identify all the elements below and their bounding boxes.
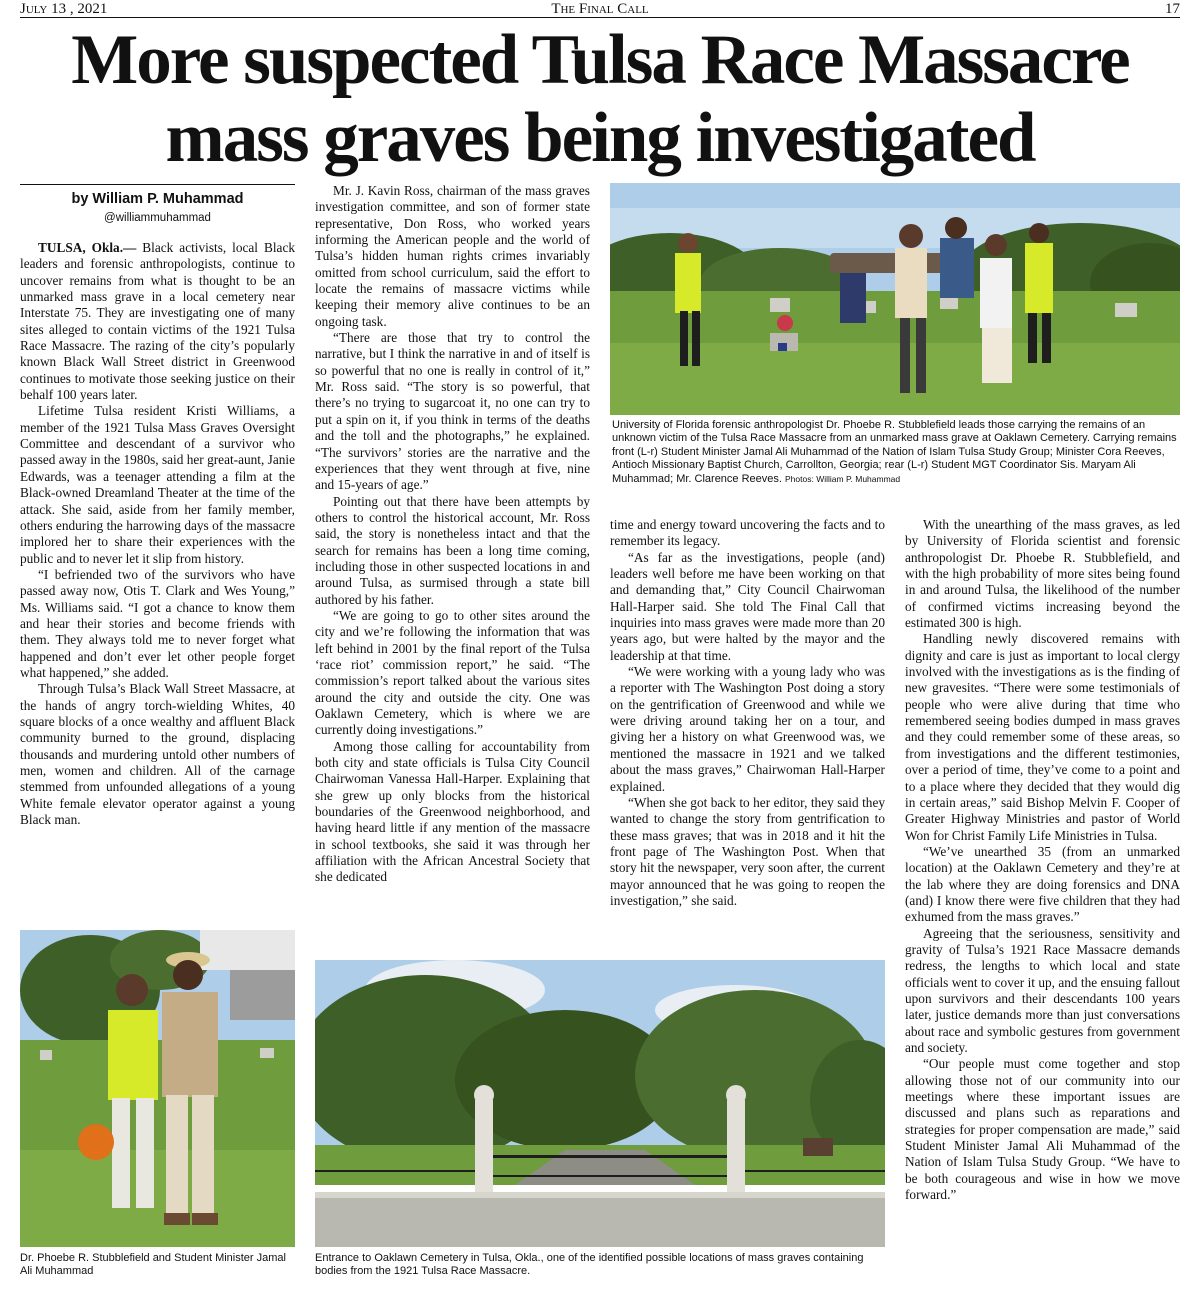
caption-carrying-remains: University of Florida forensic anthropologist Dr. Phoebe R. Stubblefield leads those carrying the remains of an unknown victim of the Tulsa Race Massacre from an unmarked mass grave at Oaklawn Cemetery. Carrying remains front (L-r) Student Minister Jamal Ali Muhammad of the Nation of Islam Tulsa Study Group; Minister Cora Reeves, Antioch Missionary Baptist Church, Carrollton, Georgia; rear (L-r) Student MGT Coordinator Sis. Maryam Ali Muhammad; Mr. Clarence Reeves. Photos: William P. Muhammad [612,419,1177,485]
byline: by William P. Muhammad [71,191,244,207]
paragraph: “We were working with a young lady who was a reporter with The Washington Post doing a story on the gentrification of Greenwood and while we were driving around taking her on a tour, and giving her a history on what Greenwood was, we mentioned the massacre in 1921 and we talked about the mass graves,” Chairwoman Hall-Harper explained. [610,664,885,794]
article-column-3 [610,517,885,909]
photo-portrait-pair [20,930,295,1247]
page-number: 17 [1165,1,1180,17]
paragraph: “We’ve unearthed 35 (from an unmarked location) at the Oaklawn Cemetery and they’re at the lab where they are doing forensics and DNA (and) I know there were five children that they had exhumed from the mass graves.” [905,843,1180,925]
paragraph: Handling newly discovered remains with dignity and care is just as important to local clergy involved with the investigations as is the finding of new gravesites. “There were some testimonials of people who were alive during that time who remembered seeing bodies dumped in mass graves and they could remember some of these areas, so from investigations and the different testimonies, over a period of time, they’ve come to a point and to a place where they decided that they would dig in certain areas,” said Bishop Melvin F. Cooper of Greater Highway Ministries and pastor of World Won for Christ Family Life Ministries in Tulsa. [905,631,1180,843]
paragraph: Lifetime Tulsa resident Kristi Williams, a member of the 1921 Tulsa Mass Graves Oversight Committee and descendant of a survivor who passed away in the 1980s, said her great-aunt, Janie Edwards, was a teenager attending a film at the Black-owned Dreamland Theater at the time of the attack. She said, aside from her family member, others enduring the harrowing days of the massacre implored her to share their experiences with the public and to never let it slip from history. [20,403,295,566]
paragraph: Agreeing that the seriousness, sensitivity and gravity of Tulsa’s 1921 Race Massacre demands redress, the lengths to which local and state officials went to cover it up, and the ensuing fallout upon survivors and their descendants 100 years later, justice demands more than just conversations about race and symbolic gestures from government and society. [905,925,1180,1055]
issue-date: July 13 , 2021 [20,1,108,17]
paragraph: TULSA, Okla.— Black activists, local Black leaders and forensic anthropologists, continue to uncover remains from what is thought to be an unmarked mass grave in a local cemetery near Interstate 75. They are investigating one of many sites alleged to contain victims of the 1921 Tulsa Race Massacre. The razing of the city’s popularly known Black Wall Street district in Greenwood continues to motivate those seeking justice on their behalf 100 years later. [20,240,295,403]
article-column-4 [905,517,1180,1203]
photo-cemetery-entrance [315,960,885,1247]
byline-rule [20,184,295,185]
paragraph: “When she got back to her editor, they said they wanted to change the story from gentrification to these mass graves; that was in 2018 and it hit the front page of The Washington Post. When that story hit the newspaper, very soon after, the current mayor announced that he was going to reopen the investigation,” she said. [610,794,885,908]
dateline: TULSA, Okla.— [38,240,137,255]
paragraph: “We are going to go to other sites around the city and we’re following the information that was left behind in 2001 by the final report of the Tulsa ‘race riot’ commission report,” he said. “The commission’s report talked about the various sites around the city and outside the city. One was Oaklawn Cemetery, which is where we are currently doing investigations.” [315,607,590,738]
paragraph: Among those calling for accountability from both city and state officials is Tulsa City Council Chairwoman Vanessa Hall-Harper. Explaining that she grew up only blocks from the historical boundaries of the Greenwood neighborhood, and having heard little if any mention of the massacre in school textbooks, she said it was through her affiliation with the African Ancestral Society that she dedicated [315,738,590,885]
photo-carrying-remains [610,183,1180,415]
photo-credit: Photos: William P. Muhammad [785,473,901,484]
paragraph: time and energy toward uncovering the facts and to remember its legacy. [610,517,885,549]
paragraph: “As far as the investigations, people (and) leaders well before me have been working on that and demanding that,” City Council Chairwoman Hall-Harper said. She told The Final Call that inquiries into mass graves were made more than 20 years ago, but were halted by the mayor and the leadership at that time. [610,549,885,663]
caption-cemetery-entrance: Entrance to Oaklawn Cemetery in Tulsa, Okla., one of the identified possible locations of mass graves containing bodies from the 1921 Tulsa Race Massacre. [315,1252,864,1278]
paragraph: Pointing out that there have been attempts by others to control the historical account, Mr. Ross said, the story is nonetheless intact and that the search for remains has been a long time coming, including those in other suspected locations in and around Tulsa, as surmised through a state bill authored by his father. [315,493,590,607]
publication-name: The Final Call [551,1,649,17]
article-column-2 [315,183,590,886]
caption-portrait-pair: Dr. Phoebe R. Stubblefield and Student Minister Jamal Ali Muhammad [20,1252,286,1278]
article-column-1 [20,240,295,828]
paragraph: Mr. J. Kavin Ross, chairman of the mass graves investigation committee, and son of former state representative, Don Ross, who worked years informing the American people and the world of Tulsa’s hidden human rights crimes invariably omitted from school curriculum, said the effort to locate the remains of massacre victims while keeping their memory alive continues to be an ongoing task. [315,183,590,329]
paragraph: With the unearthing of the mass graves, as led by University of Florida scientist and forensic anthropologist Dr. Phoebe R. Stubblefield, and with the high probability of more sites being found in and around Tulsa, the likelihood of the number of confirmed victims increasing beyond the estimated 300 is high. [905,517,1180,631]
paragraph: “I befriended two of the survivors who have passed away now, Otis T. Clark and Wes Young,” Ms. Williams said. “I got a chance to know them and hear their stories and become friends with them. They always told me to never forget what happened and don’t ever let other people forget what happened,” she added. [20,566,295,680]
headline-line-2: mass graves being investigated [165,99,1035,177]
paragraph: “Our people must come together and stop allowing those not of our community into our meetings where these important issues are discussed and plans such as reparations and strategies for proper compensation are made,” said Student Minister Jamal Ali Muhammad of the Nation of Islam Tulsa Study Group. “We have to be both courageous and wise in how we move forward.” [905,1056,1180,1203]
author-handle: @williammuhammad [104,212,211,224]
paragraph: “There are those that try to control the narrative, but I think the narrative in and of itself is so powerful that no one is really in control of it,” Mr. Ross said. “The story is so powerful, that there’s no trying to sugarcoat it, no one can try to put a spin on it, if you think in terms of the deaths and the toll and the photographs,” he explained. “The survivors’ stories are the narrative and the experiences that they went through at five, nine and 15-years of age.” [315,330,590,493]
headline-line-1: More suspected Tulsa Race Massacre [71,21,1129,99]
paragraph: Through Tulsa’s Black Wall Street Massacre, at the hands of angry torch-wielding Whites, 40 square blocks of a once wealthy and affluent Black community burned to the ground, displacing thousands and murdering untold other numbers of men, women and children. All of the carnage stemmed from unfounded allegations of a young White female elevator operator against a young Black man. [20,681,295,828]
